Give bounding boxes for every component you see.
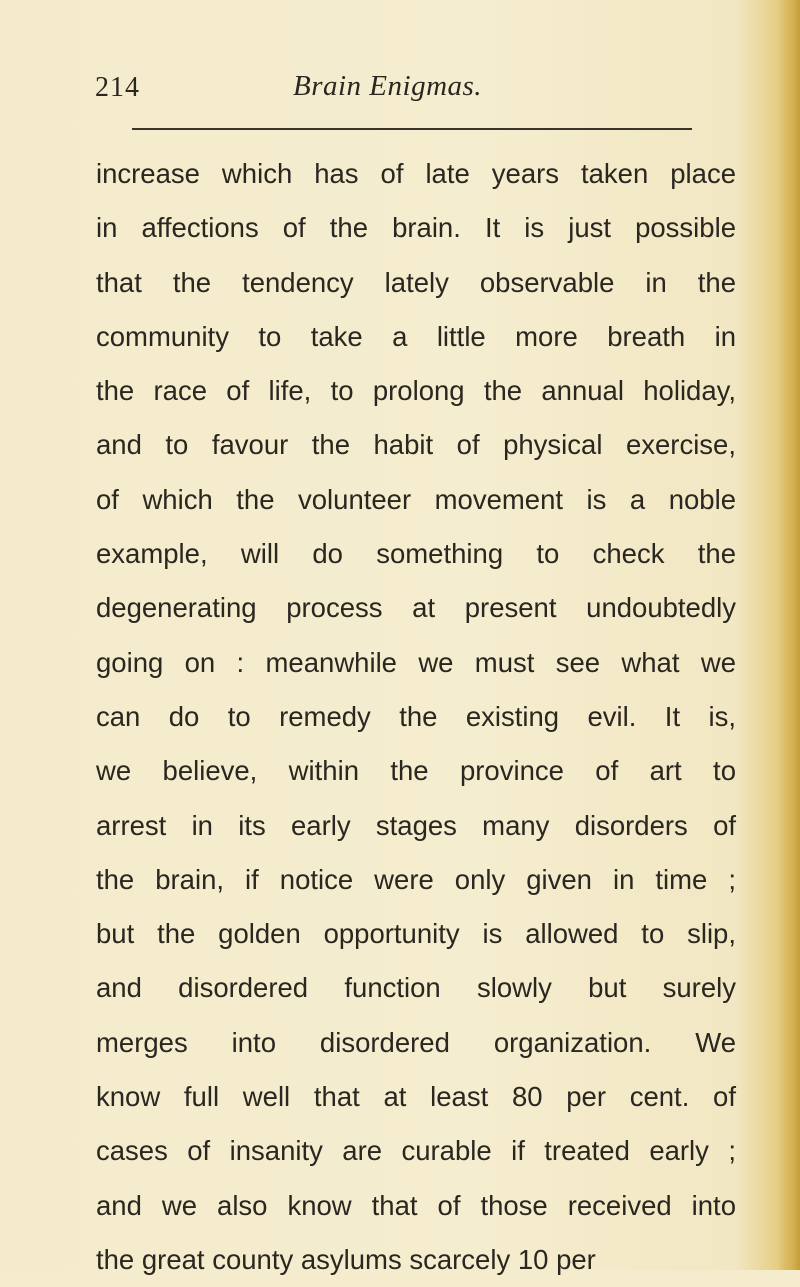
text-line: the great county asylums scarcely 10 per — [96, 1243, 596, 1275]
text-line: the brain, if notice were only given in time ; — [96, 863, 736, 895]
text-line: but the golden opportunity is allowed to slip, — [96, 918, 736, 950]
text-line: example, will do something to check the — [96, 538, 736, 570]
text-line: we believe, within the province of art to — [96, 755, 736, 787]
text-line: of which the volunteer movement is a noble — [96, 483, 736, 515]
text-line: can do to remedy the existing evil. It is, — [96, 700, 736, 732]
text-line: merges into disordered organization. We — [96, 1026, 736, 1058]
text-line: in affections of the brain. It is just possible — [96, 212, 736, 244]
text-line: going on : meanwhile we must see what we — [96, 646, 736, 678]
text-line: increase which has of late years taken place — [96, 158, 736, 189]
body-text — [96, 147, 736, 1287]
text-line: that the tendency lately observable in the — [96, 266, 736, 298]
text-line: arrest in its early stages many disorders of — [96, 809, 736, 841]
text-line: degenerating process at present undoubtedly — [96, 592, 736, 624]
text-line: and to favour the habit of physical exercise, — [96, 429, 736, 461]
text-line: cases of insanity are curable if treated early ; — [96, 1135, 736, 1167]
page-edge-shadow — [778, 0, 800, 1270]
running-head: Brain Enigmas. — [293, 70, 483, 102]
text-line: the race of life, to prolong the annual holiday, — [96, 375, 736, 407]
header-rule — [132, 128, 692, 130]
page-header — [95, 72, 735, 106]
text-line: community to take a little more breath in — [96, 320, 736, 352]
text-line: know full well that at least 80 per cent. of — [96, 1081, 736, 1113]
page-number: 214 — [95, 72, 140, 103]
text-line: and disordered function slowly but surely — [96, 972, 736, 1004]
text-line: and we also know that of those received into — [96, 1189, 736, 1221]
